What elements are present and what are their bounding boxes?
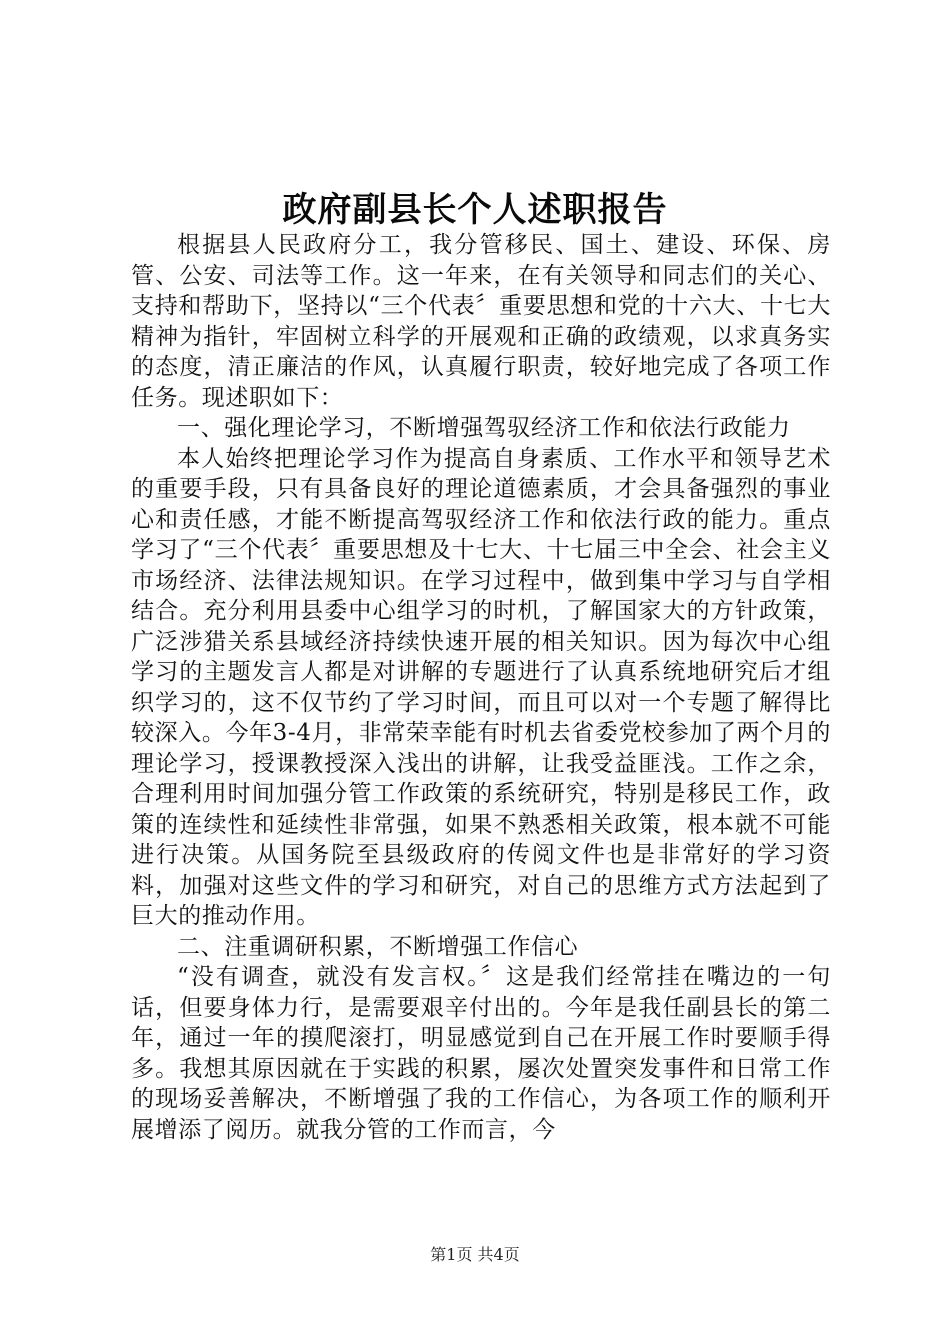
- paragraph-section-2: “没有调查，就没有发言权。〞这是我们经常挂在嘴边的一句话，但要身体力行，是需要艰辛付出的。今年是我任副县长的第二年，通过一年的摸爬滚打，明显感觉到自己在开展工作时要顺手得多。我想其原因就在于实践的积累，屡次处置突发事件和日常工作的现场妥善解决，不断增强了我的工作信心，为各项工作的顺利开展增添了阅历。就我分管的工作而言，今: [131, 964, 831, 1143]
- paragraph-section-1: 本人始终把理论学习作为提高自身素质、工作水平和领导艺术的重要手段，只有具备良好的理论道德素质，才会具备强烈的事业心和责任感，才能不断提高驾驭经济工作和依法行政的能力。重点学习了“三个代表〞重要思想及十七大、十七届三中全会、社会主义市场经济、法律法规知识。在学习过程中，做到集中学习与自学相结合。充分利用县委中心组学习的时机，了解国家大的方针政策，广泛涉猎关系县域经济持续快速开展的相关知识。因为每次中心组学习的主题发言人都是对讲解的专题进行了认真系统地研究后才组织学习的，这不仅节约了学习时间，而且可以对一个专题了解得比较深入。今年3-4月，非常荣幸能有时机去省委党校参加了两个月的理论学习，授课教授深入浅出的讲解，让我受益匪浅。工作之余，合理利用时间加强分管工作政策的系统研究，特别是移民工作，政策的连续性和延续性非常强，如果不熟悉相关政策，根本就不可能进行决策。从国务院至县级政府的传阅文件也是非常好的学习资料，加强对这些文件的学习和研究，对自己的思维方式方法起到了巨大的推动作用。: [131, 445, 831, 929]
- paragraph-intro: 根据县人民政府分工，我分管移民、国土、建设、环保、房管、公安、司法等工作。这一年来，在有关领导和同志们的关心、支持和帮助下，坚持以“三个代表〞重要思想和党的十六大、十七大精神为指针，牢固树立科学的开展观和正确的政绩观，以求真务实的态度，清正廉洁的作风，认真履行职责，较好地完成了各项工作任务。现述职如下：: [131, 232, 831, 411]
- section-heading-2: 二、注重调研积累，不断增强工作信心: [177, 933, 579, 960]
- section-heading-1: 一、强化理论学习，不断增强驾驭经济工作和依法行政能力: [177, 415, 791, 441]
- document-title: 政府副县长个人述职报告: [282, 190, 668, 230]
- page-footer: 第1页 共4页: [430, 1245, 520, 1264]
- document-body: [131, 230, 831, 1145]
